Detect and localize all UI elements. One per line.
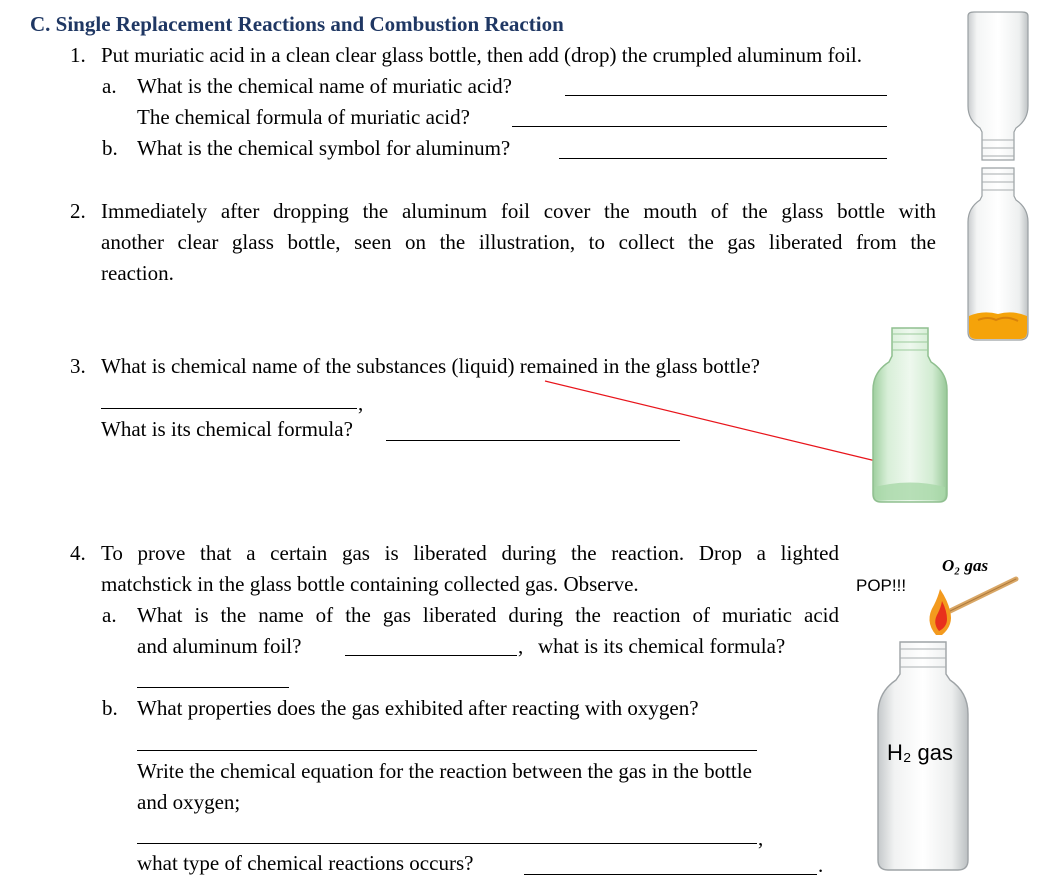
q2-number: 2.	[70, 199, 86, 223]
q1a-text2: The chemical formula of muriatic acid?	[137, 105, 470, 129]
q4a-label: a.	[102, 603, 117, 627]
q4-line1: To prove that a certain gas is liberated during the reaction. Drop a lighted	[101, 541, 839, 565]
stacked-bottles-icon	[958, 10, 1038, 350]
q4b-line4: what type of chemical reactions occurs?	[137, 851, 474, 875]
q4a-comma: ,	[518, 634, 524, 658]
q4b-period: .	[818, 853, 824, 877]
o2-gas-label: O₂ gas	[942, 556, 989, 575]
q2-line1: Immediately after dropping the aluminum foil cover the mouth of the glass bottle with	[101, 199, 936, 223]
q1b-text: What is the chemical symbol for aluminum?	[137, 136, 511, 160]
q3-text2: What is its chemical formula?	[101, 417, 353, 441]
q1-text: Put muriatic acid in a clean clear glass bottle, then add (drop) the crumpled aluminum foil.	[101, 43, 863, 67]
q1a-label: a.	[102, 74, 117, 98]
q4-number: 4.	[70, 541, 86, 565]
q4b-line2: Write the chemical equation for the reaction between the gas in the bottle	[137, 759, 752, 783]
q4b-text: What properties does the gas exhibited after reacting with oxygen?	[137, 696, 699, 720]
q4b-line3: and oxygen;	[137, 790, 241, 814]
q3-text: What is chemical name of the substances (liquid) remained in the glass bottle?	[101, 354, 760, 378]
q4-line2: matchstick in the glass bottle containing collected gas. Observe.	[101, 572, 639, 596]
q3-number: 3.	[70, 354, 86, 378]
q1-number: 1.	[70, 43, 86, 67]
matchstick-icon	[920, 575, 1020, 645]
q4b-comma: ,	[758, 826, 764, 850]
pop-label: POP!!!	[856, 576, 907, 595]
q4a-line1: What is the name of the gas liberated during the reaction of muriatic acid	[137, 603, 839, 627]
q4a-line2a: and aluminum foil?	[137, 634, 302, 658]
green-bottle-icon	[865, 322, 955, 512]
q2-line2: another clear glass bottle, seen on the illustration, to collect the gas liberated from the	[101, 230, 936, 254]
q2-line3: reaction.	[101, 261, 174, 285]
q1a-text: What is the chemical name of muriatic acid?	[137, 74, 512, 98]
q4b-label: b.	[102, 696, 118, 720]
q1b-label: b.	[102, 136, 118, 160]
section-title: C. Single Replacement Reactions and Combustion Reaction	[30, 12, 564, 36]
q3-comma: ,	[358, 391, 364, 415]
h2-gas-label: H₂ gas	[887, 740, 954, 765]
q4a-line2b: what is its chemical formula?	[538, 634, 786, 658]
